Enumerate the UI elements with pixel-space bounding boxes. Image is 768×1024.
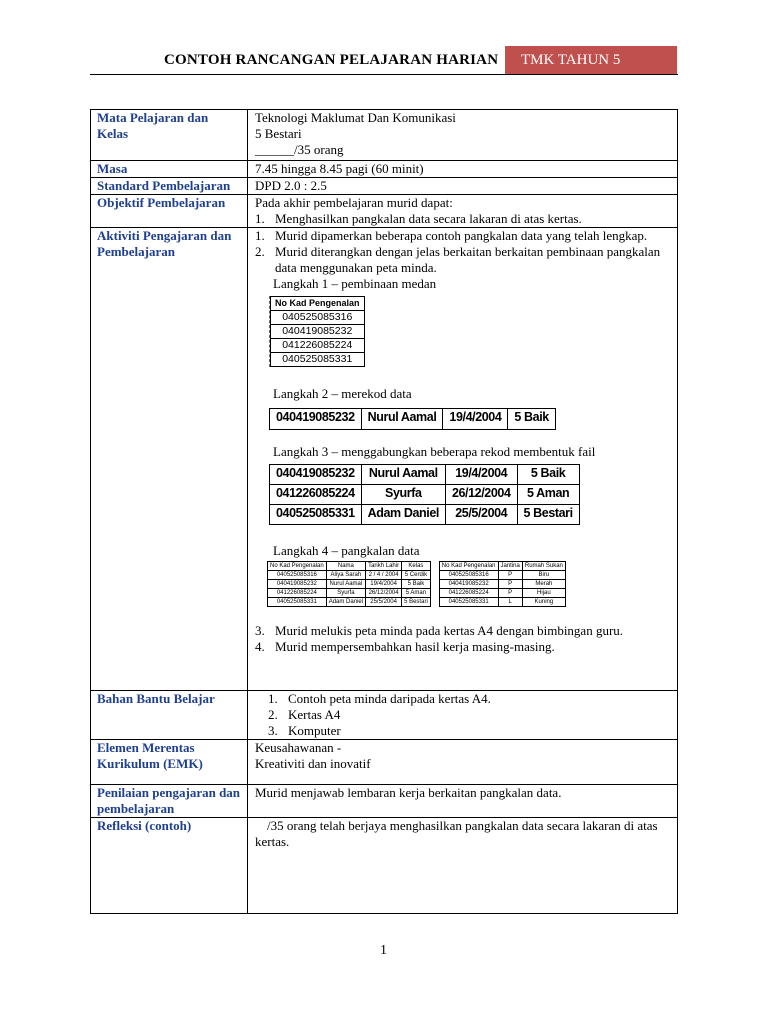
- file-cell: Nurul Aamal: [361, 465, 445, 485]
- file-row: [270, 485, 580, 505]
- label-standard: Standard Pembelajaran: [91, 178, 248, 195]
- activity-text: Murid mempersembahkan hasil kerja masing-masing.: [275, 639, 555, 654]
- activity-number: 3.: [255, 623, 265, 638]
- db-cell: 040525085316: [268, 571, 327, 580]
- db-cell: 041226085224: [439, 589, 498, 598]
- record-cell: Nurul Aamal: [361, 409, 443, 430]
- record-cell: 19/4/2004: [443, 409, 508, 430]
- file-cell: 19/4/2004: [445, 465, 517, 485]
- material-item: [268, 691, 671, 707]
- db-header: Rumah Sukan: [522, 562, 565, 571]
- file-cell: Adam Daniel: [361, 505, 445, 525]
- value-emk: [248, 740, 678, 785]
- label-refleksi: Refleksi (contoh): [91, 818, 248, 914]
- db-cell: 19/4/2004: [366, 580, 402, 589]
- db-header: No Kad Pengenalan: [268, 562, 327, 571]
- row-bahan: [91, 691, 678, 740]
- file-cell: 041226085224: [270, 485, 362, 505]
- material-item: [268, 707, 671, 723]
- label-objektif: Objektif Pembelajaran: [91, 195, 248, 228]
- db-cell: P: [498, 589, 522, 598]
- row-aktiviti: [91, 228, 678, 691]
- activity-number: 2.: [255, 244, 265, 259]
- db-cell: 5 Aman: [402, 589, 431, 598]
- db-cell: L: [498, 598, 522, 607]
- row-mata-pelajaran: [91, 110, 678, 161]
- activity-number: 1.: [255, 228, 265, 243]
- subject-name: Teknologi Maklumat Dan Komunikasi: [255, 110, 456, 125]
- db-cell: Hijau: [522, 589, 565, 598]
- db-cell: Kuning: [522, 598, 565, 607]
- db-cell: Biru: [522, 571, 565, 580]
- db-cell: P: [498, 571, 522, 580]
- file-cell: 25/5/2004: [445, 505, 517, 525]
- row-penilaian: [91, 785, 678, 818]
- emk-line: Keusahawanan -: [255, 740, 342, 755]
- field-value: 040525085331: [271, 353, 365, 367]
- objective-number: 1.: [255, 211, 265, 226]
- activity-text: Murid dipamerkan beberapa contoh pangkalan data yang telah lengkap.: [275, 228, 648, 243]
- lesson-plan-table: [90, 109, 678, 914]
- step-4-caption: Langkah 4 – pangkalan data: [273, 543, 420, 558]
- db-cell: 040525085316: [439, 571, 498, 580]
- activity-item-3: [255, 623, 671, 639]
- db-cell: 040525085331: [268, 598, 327, 607]
- label-bahan: Bahan Bantu Belajar: [91, 691, 248, 740]
- db-cell: 5 Baik: [402, 580, 431, 589]
- db-cell: Nurul Aamal: [326, 580, 365, 589]
- file-row: [270, 505, 580, 525]
- field-value: 040419085232: [271, 325, 365, 339]
- subject-badge: TMK TAHUN 5: [505, 46, 677, 74]
- field-illustration: [269, 296, 398, 367]
- database-table-2: [439, 561, 566, 607]
- record-illustration: [269, 408, 671, 430]
- objective-intro: Pada akhir pembelajaran murid dapat:: [255, 195, 453, 210]
- file-cell: 040419085232: [270, 465, 362, 485]
- file-cell: 5 Aman: [517, 485, 579, 505]
- step-1-caption: Langkah 1 – pembinaan medan: [273, 276, 437, 291]
- material-number: 3.: [268, 723, 278, 738]
- db-header: Nama: [326, 562, 365, 571]
- header-rule: [90, 74, 678, 75]
- field-value: 041226085224: [271, 339, 365, 353]
- material-text: Contoh peta minda daripada kertas A4.: [288, 691, 491, 706]
- field-value: 040525085316: [271, 311, 365, 325]
- activity-item-4: [255, 639, 671, 655]
- label-aktiviti: Aktiviti Pengajaran dan Pembelajaran: [91, 228, 248, 691]
- material-text: Kertas A4: [288, 707, 341, 722]
- value-penilaian: Murid menjawab lembaran kerja berkaitan pangkalan data.: [248, 785, 678, 818]
- db-cell: 5 Cerdik: [402, 571, 431, 580]
- db-cell: Merah: [522, 580, 565, 589]
- value-mata-pelajaran: [248, 110, 678, 161]
- file-cell: Syurfa: [361, 485, 445, 505]
- file-row: [270, 465, 580, 485]
- student-count: ______/35 orang: [255, 142, 344, 157]
- label-emk: Elemen Merentas Kurikulum (EMK): [91, 740, 248, 785]
- row-standard: [91, 178, 678, 195]
- activity-number: 4.: [255, 639, 265, 654]
- db-cell: 040525085331: [439, 598, 498, 607]
- value-objektif: [248, 195, 678, 228]
- activity-item-1: [255, 228, 671, 244]
- label-mata-pelajaran: Mata Pelajaran dan Kelas: [91, 110, 248, 161]
- db-header: Jantina: [498, 562, 522, 571]
- material-text: Komputer: [288, 723, 341, 738]
- db-cell: 5 Bestari: [402, 598, 431, 607]
- db-cell: Adam Daniel: [326, 598, 365, 607]
- record-cell: 040419085232: [270, 409, 362, 430]
- db-cell: 040419085232: [439, 580, 498, 589]
- field-header: No Kad Pengenalan: [271, 297, 365, 311]
- activity-item-2: [255, 244, 671, 260]
- class-name: 5 Bestari: [255, 126, 302, 141]
- step-3-caption: Langkah 3 – menggabungkan beberapa rekod membentuk fail: [273, 444, 596, 459]
- row-masa: [91, 161, 678, 178]
- file-illustration: [269, 464, 671, 525]
- value-aktiviti: [248, 228, 678, 691]
- emk-line: Kreativiti dan inovatif: [255, 756, 371, 771]
- value-bahan: [248, 691, 678, 740]
- file-cell: 040525085331: [270, 505, 362, 525]
- label-masa: Masa: [91, 161, 248, 178]
- material-number: 2.: [268, 707, 278, 722]
- value-standard: DPD 2.0 : 2.5: [248, 178, 678, 195]
- db-cell: Syurfa: [326, 589, 365, 598]
- database-table-1: [267, 561, 431, 607]
- db-cell: Aliya Sarah: [326, 571, 365, 580]
- activity-text: Murid melukis peta minda pada kertas A4 dengan bimbingan guru.: [275, 623, 624, 638]
- activity-item-2-continued: data menggunakan peta minda.: [275, 260, 437, 275]
- row-objektif: [91, 195, 678, 228]
- file-cell: 5 Bestari: [517, 505, 579, 525]
- db-cell: 2 / 4 / 2004: [366, 571, 402, 580]
- activity-text: Murid diterangkan dengan jelas berkaitan berkaitan pembinaan pangkalan: [275, 244, 661, 259]
- row-refleksi: [91, 818, 678, 914]
- value-refleksi: /35 orang telah berjaya menghasilkan pangkalan data secara lakaran di atas kertas.: [248, 818, 678, 914]
- db-cell: 041226085224: [268, 589, 327, 598]
- material-number: 1.: [268, 691, 278, 706]
- db-cell: P: [498, 580, 522, 589]
- db-header: Kelas: [402, 562, 431, 571]
- material-item: [268, 723, 671, 739]
- objective-item: [255, 211, 671, 227]
- db-cell: 25/5/2004: [366, 598, 402, 607]
- database-illustration: [267, 561, 671, 607]
- page-number: 1: [380, 943, 387, 958]
- db-cell: 26/12/2004: [366, 589, 402, 598]
- label-penilaian: Penilaian pengajaran dan pembelajaran: [91, 785, 248, 818]
- record-cell: 5 Baik: [508, 409, 555, 430]
- row-emk: [91, 740, 678, 785]
- value-masa: 7.45 hingga 8.45 pagi (60 minit): [248, 161, 678, 178]
- file-cell: 26/12/2004: [445, 485, 517, 505]
- record-table: [269, 408, 556, 430]
- file-cell: 5 Baik: [517, 465, 579, 485]
- db-header: No Kad Pengenalan: [439, 562, 498, 571]
- document-title: CONTOH RANCANGAN PELAJARAN HARIAN: [164, 52, 499, 68]
- db-cell: 040419085232: [268, 580, 327, 589]
- db-header: Tarikh Lahir: [366, 562, 402, 571]
- step-2-caption: Langkah 2 – merekod data: [273, 386, 412, 401]
- objective-text: Menghasilkan pangkalan data secara lakaran di atas kertas.: [275, 211, 582, 226]
- file-table: [269, 464, 580, 525]
- field-table: [270, 296, 365, 367]
